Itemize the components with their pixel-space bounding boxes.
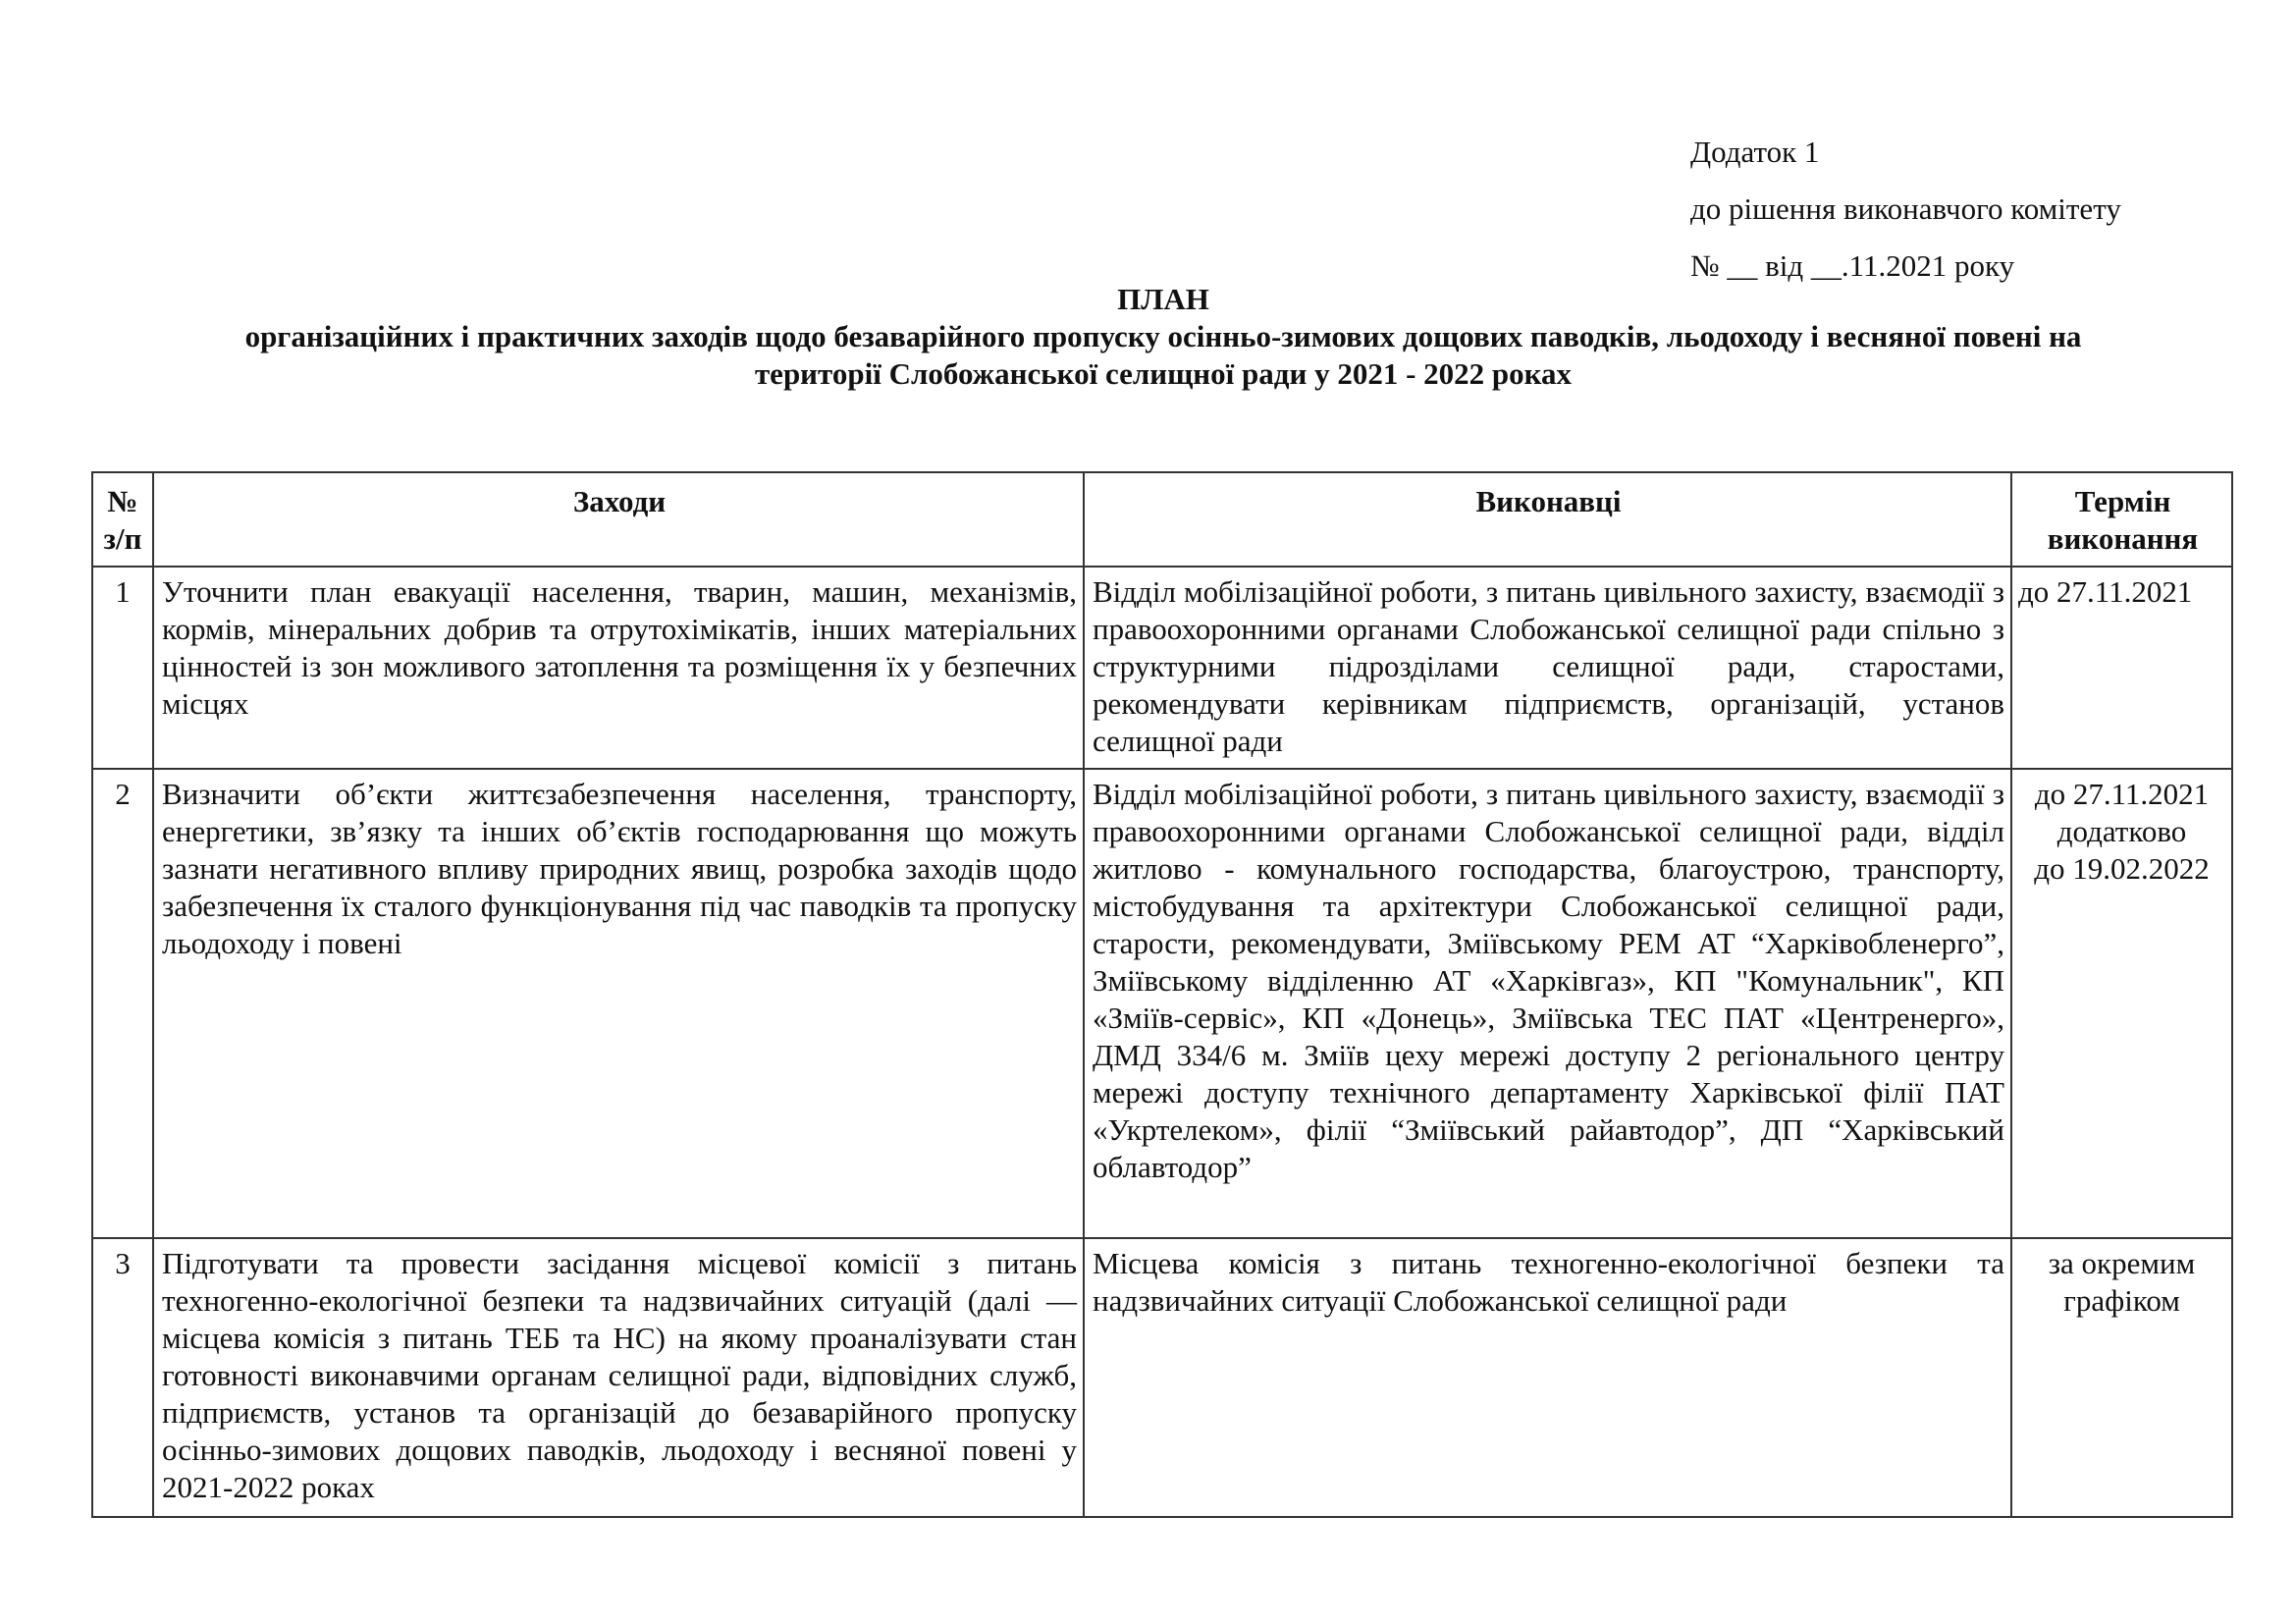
term-line: до 19.02.2022 [2034,851,2210,886]
row-executor: Відділ мобілізаційної роботи, з питань цивільного захисту, взаємодії з правоохоронними органами Слобожанської селищної ради спільно з структурними підрозділами селищної ради, старостами, рекомендувати керівникам підприємств, організацій, установ селищної ради [1084,567,2011,769]
term-line: графіком [2063,1283,2180,1318]
header-term: Термін виконання [2011,472,2232,567]
row-term [2011,1238,2232,1517]
plan-table [91,471,2233,1518]
annex-title: Додаток 1 [1690,135,1820,169]
title-subtitle-line2: території Слобожанської селищної ради у 2021 - 2022 роках [754,356,1573,391]
document-title [93,281,2233,393]
title-subtitle-line1: організаційних і практичних заходів щодо безаварійного пропуску осінньо-зимових дощових паводків, льодоходу і весняної повені на [244,319,2082,353]
table-header-row [92,472,2232,567]
row-executor: Місцева комісія з питань техногенно-екологічної безпеки та надзвичайних ситуації Слобожанської селищної ради [1084,1238,2011,1517]
row-measure: Підготувати та провести засідання місцевої комісії з питань техногенно-екологічної безпеки та надзвичайних ситуацій (далі — місцева комісія з питань ТЕБ та НС) на якому проаналізувати стан готовності виконавчими органам селищної ради, відповідних служб, підприємств, установ та організацій до безаварійного пропуску осінньо-зимових дощових паводків, льодоходу і весняної повені у 2021-2022 роках [153,1238,1084,1517]
row-number: 1 [92,567,153,769]
annex-block [1690,124,2121,295]
row-number: 3 [92,1238,153,1517]
table-row [92,567,2232,769]
row-executor: Відділ мобілізаційної роботи, з питань цивільного захисту, взаємодії з правоохоронними органами Слобожанської селищної ради, відділ житлово - комунального господарства, благоустрою, транспорту, містобудування та архітектури Слобожанської селищної ради, старости, рекомендувати, Зміївському РЕМ АТ “Харківобленерго”, Зміївському відділенню АТ «Харківгаз», КП "Комунальник", КП «Зміїв-сервіс», КП «Донець», Зміївська ТЕС ПАТ «Центренерго», ДМД 334/6 м. Зміїв цеху мережі доступу 2 регіонального центру мережі доступу технічного департаменту Харківської філії ПАТ «Укртелеком», філії “Зміївський райавтодор”, ДП “Харківський облавтодор” [1084,769,2011,1238]
annex-reference: до рішення виконавчого комітету [1690,191,2121,226]
header-executors: Виконавці [1084,472,2011,567]
table-row [92,1238,2232,1517]
term-line: за окремим [2048,1246,2196,1280]
row-number: 2 [92,769,153,1238]
row-term [2011,769,2232,1238]
term-line: до 27.11.2021 [2034,777,2210,811]
annex-number-date: № __ від __.11.2021 року [1690,248,2015,283]
header-measures: Заходи [153,472,1084,567]
header-number: № з/п [92,472,153,567]
row-measure: Визначити об’єкти життєзабезпечення населення, транспорту, енергетики, зв’язку та інших об’єктів господарювання що можуть зазнати негативного впливу природних явищ, розробка заходів щодо забезпечення їх сталого функціонування під час паводків та пропуску льодоходу і повені [153,769,1084,1238]
term-line: до 27.11.2021 [2018,574,2193,609]
table-row [92,769,2232,1238]
row-measure: Уточнити план евакуації населення, тварин, машин, механізмів, кормів, мінеральних добрив та отрутохімікатів, інших матеріальних цінностей із зон можливого затоплення та розміщення їх у безпечних місцях [153,567,1084,769]
row-term [2011,567,2232,769]
title-heading: ПЛАН [1117,282,1209,316]
term-line: додатково [2056,814,2187,848]
